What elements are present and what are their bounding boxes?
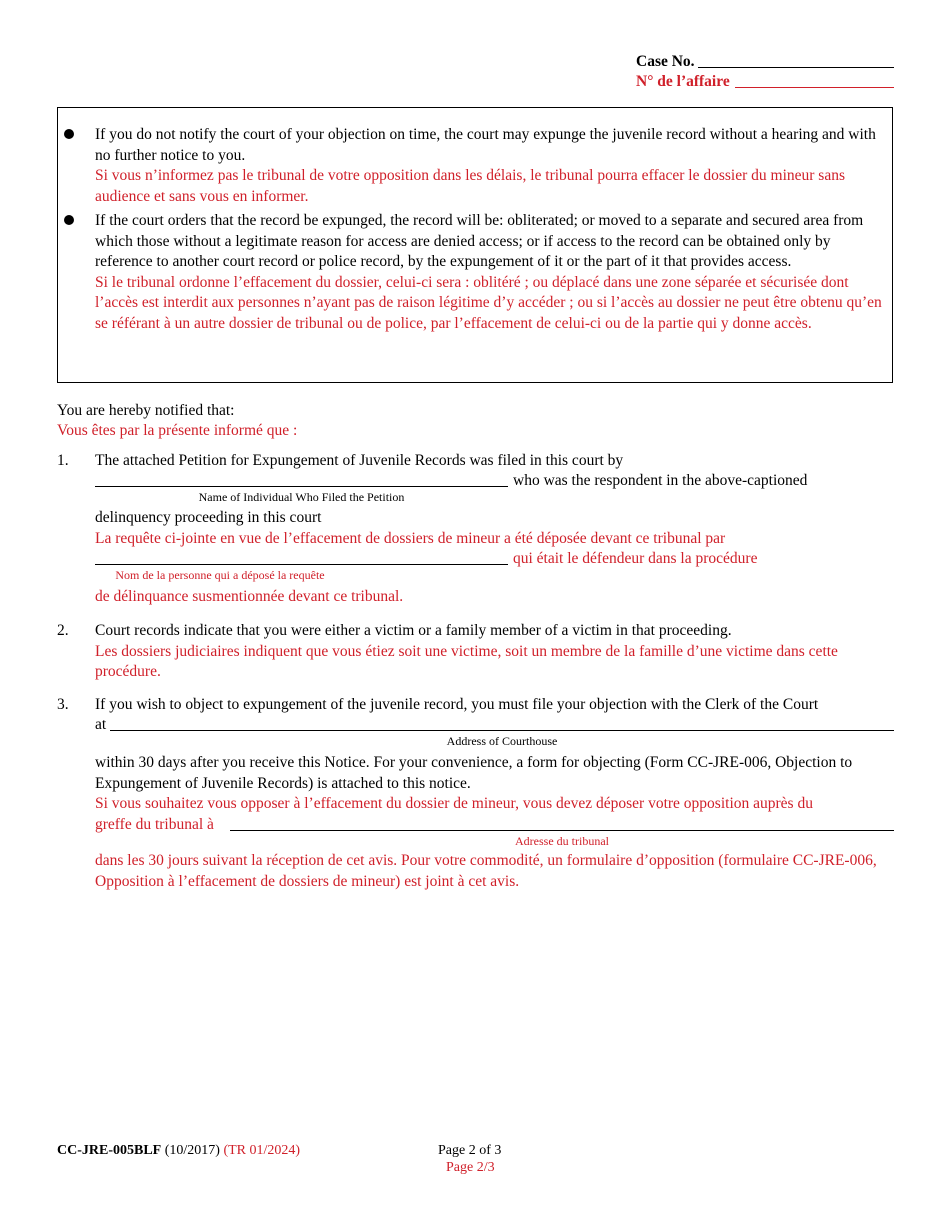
item-2-number: 2. [57, 622, 69, 639]
item-3-number: 3. [57, 696, 69, 713]
page-number: Page 2 of 3 [438, 1143, 502, 1158]
item-3-line1-en: If you wish to object to expungement of the juvenile record, you must file your objection with the Clerk of the Court [95, 696, 819, 713]
page-number-fr: Page 2/3 [446, 1160, 495, 1175]
intro-en: You are hereby notified that: [57, 402, 235, 419]
item-1-line1-en: The attached Petition for Expungement of Juvenile Records was filed in this court by [95, 452, 624, 469]
item-1-line1-fr: La requête ci-jointe en vue de l’effacement de dossiers de mineur a été déposée devant ce tribunal par [95, 530, 726, 547]
notice-bullet-2 [95, 211, 890, 334]
item-3-rest-en: within 30 days after you receive this Notice. For your convenience, a form for objecting (Form CC-JRE-006, Objection to Expungement of Juvenile Records) is attached to this notice. [95, 754, 853, 792]
case-no-field[interactable] [698, 67, 894, 68]
case-no-field-fr[interactable] [735, 87, 894, 88]
bullet-icon [64, 129, 74, 139]
notice-bullet-1 [95, 125, 890, 207]
bullet-2-fr: Si le tribunal ordonne l’effacement du dossier, celui-ci sera : oblitéré ; ou déplacé dans une zone séparée et sécurisée dont l’accès est interdit aux personnes n’ayant pas de raison légitime d’y accéder ; ou si l’accès au dossier ne peut être obtenu qu’en se référant à un autre dossier de tribunal ou de police, par l’effacement de celui-ci ou de la partie qui y donne accès. [95, 273, 882, 332]
bullet-2-en: If the court orders that the record be expunged, the record will be: obliterated; or moved to a separate and secured area from which those without a legitimate reason for access are denied access; or if access to the record can be obtained only by reference to another court record or police record, by the expungement of it or the part of it that provides access. [95, 212, 864, 270]
form-code: CC-JRE-005BLF [57, 1143, 162, 1158]
petitioner-name-field[interactable] [95, 486, 508, 487]
item-3-line1-fr: Si vous souhaitez vous opposer à l’effacement du dossier de mineur, vous devez déposer votre opposition auprès du [95, 795, 813, 812]
item-1-number: 1. [57, 452, 69, 469]
petitioner-name-caption-fr: Nom de la personne qui a déposé la requête [115, 568, 325, 582]
footer-form-id [57, 1141, 300, 1162]
item-2-en: Court records indicate that you were either a victim or a family member of a victim in that proceeding. [95, 622, 732, 639]
item-2-text [95, 621, 895, 683]
bullet-icon [64, 215, 74, 225]
item-1-line3-en: delinquency proceeding in this court [95, 509, 322, 526]
case-no-label: Case No. [636, 53, 695, 70]
courthouse-address-caption: Address of Courthouse [446, 734, 558, 748]
petitioner-name-caption: Name of Individual Who Filed the Petition [198, 490, 405, 504]
item-3-rest-fr: dans les 30 jours suivant la réception de cet avis. Pour votre commodité, un formulaire d’opposition (formulaire CC-JRE-006, Opposition à l’effacement de dossiers de mineur) est joint à cet avis. [95, 852, 877, 890]
petitioner-name-field-fr[interactable] [95, 564, 508, 565]
intro-fr: Vous êtes par la présente informé que : [57, 422, 298, 439]
item-1-after-field-en: who was the respondent in the above-captioned [513, 472, 808, 489]
item-3-at-fr: greffe du tribunal à [95, 816, 214, 833]
item-1-after-field-fr: qui était le défendeur dans la procédure [513, 550, 758, 567]
bullet-1-en: If you do not notify the court of your objection on time, the court may expunge the juvenile record without a hearing and with no further notice to you. [95, 126, 876, 164]
item-2-fr: Les dossiers judiciaires indiquent que vous étiez soit une victime, soit un membre de la famille d’une victime dans cette procédure. [95, 642, 838, 680]
courthouse-address-field[interactable] [110, 730, 894, 731]
form-translation: (TR 01/2024) [223, 1143, 301, 1158]
case-no-label-fr: N° de l’affaire [636, 73, 730, 90]
courthouse-address-caption-fr: Adresse du tribunal [515, 834, 609, 848]
courthouse-address-field-fr[interactable] [230, 830, 894, 831]
form-revision: (10/2017) [164, 1143, 220, 1158]
bullet-1-fr: Si vous n’informez pas le tribunal de votre opposition dans les délais, le tribunal pourra effacer le dossier du mineur sans audience et sans vous en informer. [95, 167, 845, 205]
item-3-at-en: at [95, 716, 107, 733]
item-1-line3-fr: de délinquance susmentionnée devant ce tribunal. [95, 588, 404, 605]
